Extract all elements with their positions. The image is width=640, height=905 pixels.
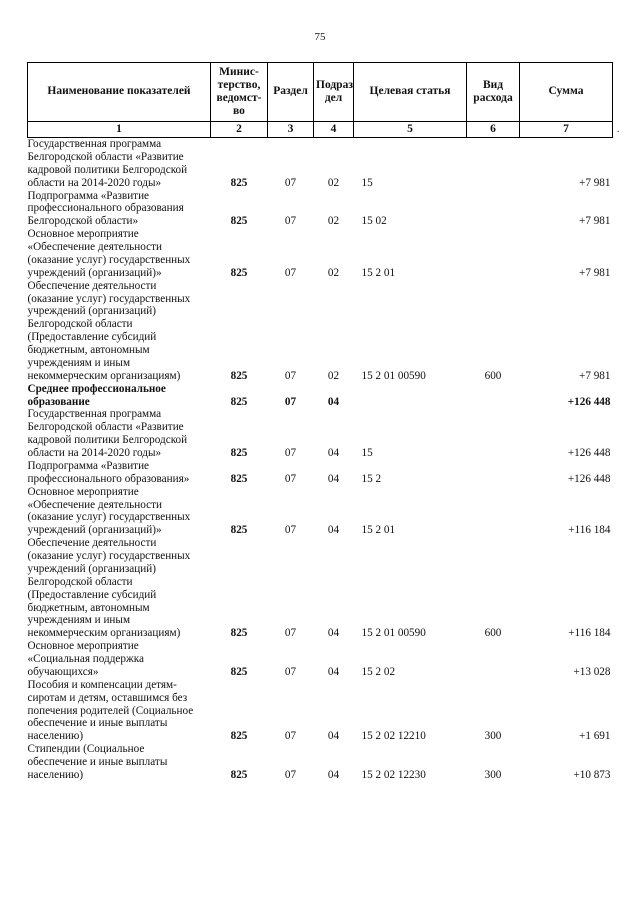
amount-cell: +126 448: [567, 472, 611, 485]
indicator-name-line: кадровой политики Белгородской: [27, 434, 188, 447]
header-target: Целевая статья: [354, 63, 467, 122]
subsection-cell: 04: [327, 665, 340, 678]
budget-table: [27, 62, 613, 782]
subsection-cell: 04: [327, 447, 340, 459]
subsection-cell: 04: [327, 768, 340, 781]
header-expense: Вид расхода: [467, 63, 520, 122]
column-number: 2: [211, 122, 268, 138]
indicator-name: [28, 408, 211, 460]
indicator-name: [28, 460, 211, 486]
indicator-name-line: учреждений (организаций): [27, 305, 156, 318]
table-row: [28, 743, 613, 782]
indicator-name-line: Стипендии (Социальное: [27, 743, 145, 756]
expense-cell: 600: [484, 627, 502, 640]
indicator-name: [28, 743, 211, 782]
indicator-name-line: Белгородской области «Развитие: [27, 421, 184, 434]
indicator-name-line: учреждений (организаций)»: [27, 524, 162, 537]
indicator-name-line: (оказание услуг) государственных: [27, 511, 191, 524]
ministry-cell: 825: [230, 665, 248, 678]
section-cell: 07: [284, 524, 297, 537]
subsection-cell: 04: [327, 395, 340, 408]
subsection-cell: 02: [327, 176, 340, 189]
indicator-name-line: бюджетным, автономным: [27, 601, 150, 614]
indicator-name: [28, 679, 211, 743]
section-cell: 07: [284, 369, 297, 382]
indicator-name-line: Пособия и компенсации детям-: [27, 678, 177, 691]
table-row: [28, 138, 613, 190]
amount-cell: +126 448: [567, 395, 611, 408]
expense-cell: [467, 486, 520, 538]
indicator-name-line: Белгородской области «Развитие: [27, 150, 184, 163]
indicator-name-line: профессионального образования»: [27, 472, 190, 485]
amount-cell: +7 981: [579, 369, 611, 382]
expense-cell: 300: [484, 768, 502, 781]
amount-cell: +13 028: [573, 665, 611, 678]
target-cell: 15 2 02: [361, 665, 396, 678]
column-number: 3: [268, 122, 314, 138]
indicator-name: [28, 486, 211, 538]
indicator-name-line: некоммерческим организациям): [27, 369, 181, 382]
section-cell: 07: [284, 627, 297, 640]
ministry-cell: 825: [230, 266, 248, 279]
ministry-cell: 825: [230, 176, 248, 189]
indicator-name-line: «Социальная поддержка: [27, 653, 144, 665]
section-cell: 07: [284, 730, 297, 743]
indicator-name-line: (Предоставление субсидий: [27, 331, 157, 344]
indicator-name-line: обучающихся»: [27, 665, 99, 678]
indicator-name-line: Белгородской области»: [27, 215, 139, 228]
ministry-cell: 825: [230, 369, 248, 382]
indicator-name-line: Государственная программа: [27, 138, 162, 150]
table-row: [28, 228, 613, 280]
header-name: Наименование показателей: [28, 63, 211, 122]
target-cell: 15: [361, 447, 373, 459]
column-number: 6: [467, 122, 520, 138]
ministry-cell: 825: [230, 627, 248, 640]
amount-cell: +7 981: [579, 215, 611, 228]
target-cell: 15 2 01: [361, 266, 396, 279]
section-cell: 07: [284, 768, 297, 781]
amount-cell: +10 873: [573, 768, 611, 781]
column-number: 4: [314, 122, 354, 138]
indicator-name-line: Основное мероприятие: [27, 228, 139, 241]
indicator-name-line: Белгородской области: [27, 318, 133, 331]
indicator-name-line: бюджетным, автономным: [27, 344, 150, 356]
amount-cell: +7 981: [579, 266, 611, 279]
ministry-cell: 825: [230, 215, 248, 228]
indicator-name-line: Государственная программа: [27, 408, 162, 421]
table-row: [28, 280, 613, 383]
column-number-row: [28, 122, 613, 138]
table-row: [28, 537, 613, 640]
expense-cell: 300: [484, 730, 502, 743]
ministry-cell: 825: [230, 447, 248, 459]
indicator-name-line: Обеспечение деятельности: [27, 279, 157, 292]
table-row: [28, 679, 613, 743]
indicator-name-line: Основное мероприятие: [27, 485, 139, 498]
table-row: [28, 190, 613, 229]
ministry-cell: 825: [230, 768, 248, 781]
section-cell: 07: [284, 447, 297, 459]
subsection-cell: 02: [327, 215, 340, 228]
column-number: 5: [354, 122, 467, 138]
indicator-name-line: некоммерческим организациям): [27, 627, 181, 640]
margin-mark: .: [617, 124, 620, 134]
column-number: 7: [520, 122, 613, 138]
target-cell: [354, 383, 467, 409]
ministry-cell: 825: [230, 395, 248, 408]
expense-cell: 600: [484, 369, 502, 382]
indicator-name-line: (оказание услуг) государственных: [27, 253, 191, 266]
header-section: Раздел: [268, 63, 314, 122]
indicator-name-line: области на 2014-2020 годы»: [27, 447, 162, 459]
expense-cell: [467, 138, 520, 190]
amount-cell: +116 184: [568, 524, 611, 537]
indicator-name: [28, 280, 211, 383]
subsection-cell: 04: [327, 472, 340, 485]
target-cell: 15 2 01 00590: [361, 627, 426, 640]
indicator-name-line: учреждениям и иным: [27, 614, 131, 627]
indicator-name: [28, 383, 211, 409]
expense-cell: [467, 190, 520, 229]
expense-cell: [467, 383, 520, 409]
indicator-name-line: населению): [27, 730, 84, 743]
indicator-name-line: Среднее профессиональное: [27, 382, 166, 395]
indicator-name: [28, 228, 211, 280]
indicator-name-line: населению): [27, 768, 84, 781]
ministry-cell: 825: [230, 730, 248, 743]
target-cell: 15 2 01: [361, 524, 396, 537]
section-cell: 07: [284, 266, 297, 279]
indicator-name-line: Подпрограмма «Развитие: [27, 189, 150, 202]
table-row: [28, 383, 613, 409]
table-row: [28, 486, 613, 538]
column-number: 1: [28, 122, 211, 138]
ministry-cell: 825: [230, 472, 248, 485]
indicator-name-line: Белгородской области: [27, 575, 133, 588]
expense-cell: [467, 640, 520, 679]
indicator-name-line: Подпрограмма «Развитие: [27, 459, 150, 472]
header-subsection: Подраз дел: [314, 63, 354, 122]
table-row: [28, 408, 613, 460]
subsection-cell: 02: [327, 266, 340, 279]
amount-cell: +7 981: [579, 176, 611, 189]
ministry-cell: 825: [230, 524, 248, 537]
indicator-name-line: (оказание услуг) государственных: [27, 550, 191, 562]
indicator-name: [28, 138, 211, 190]
indicator-name-line: учреждениям и иным: [27, 356, 131, 369]
page-number: 75: [314, 31, 326, 43]
indicator-name-line: учреждений (организаций)»: [27, 266, 162, 279]
table-row: [28, 460, 613, 486]
indicator-name-line: сиротам и детям, оставшимся без: [27, 691, 188, 704]
indicator-name: [28, 537, 211, 640]
header-ministry: Минис-терство, ведомст-во: [211, 63, 268, 122]
subsection-cell: 04: [327, 627, 340, 640]
target-cell: 15 2: [361, 472, 382, 485]
amount-cell: +1 691: [579, 730, 611, 743]
indicator-name: [28, 640, 211, 679]
target-cell: 15 2 01 00590: [361, 369, 426, 382]
indicator-name-line: обеспечение и иные выплаты: [27, 756, 168, 768]
section-cell: 07: [284, 665, 297, 678]
target-cell: 15: [361, 176, 373, 189]
indicator-name: [28, 190, 211, 229]
subsection-cell: 02: [327, 369, 340, 382]
table-body: [28, 138, 613, 782]
indicator-name-line: учреждений (организаций): [27, 562, 156, 575]
expense-cell: [467, 460, 520, 486]
section-cell: 07: [284, 176, 297, 189]
indicator-name-line: кадровой политики Белгородской: [27, 163, 188, 176]
indicator-name-line: (Предоставление субсидий: [27, 588, 157, 601]
target-cell: 15 02: [361, 215, 387, 228]
header-row: [28, 63, 613, 122]
target-cell: 15 2 02 12210: [361, 730, 426, 743]
target-cell: 15 2 02 12230: [361, 768, 426, 781]
indicator-name-line: «Обеспечение деятельности: [27, 241, 162, 253]
indicator-name-line: «Обеспечение деятельности: [27, 498, 162, 511]
expense-cell: [467, 228, 520, 280]
table-row: [28, 640, 613, 679]
expense-cell: [467, 408, 520, 460]
amount-cell: +116 184: [568, 627, 611, 640]
indicator-name-line: Основное мероприятие: [27, 640, 139, 653]
header-amount: Сумма: [520, 63, 613, 122]
section-cell: 07: [284, 215, 297, 228]
indicator-name-line: попечения родителей (Социальное: [27, 704, 194, 717]
indicator-name-line: (оказание услуг) государственных: [27, 292, 191, 305]
indicator-name-line: обеспечение и иные выплаты: [27, 717, 168, 730]
indicator-name-line: Обеспечение деятельности: [27, 537, 157, 550]
indicator-name-line: профессионального образования: [27, 202, 184, 215]
subsection-cell: 04: [327, 524, 340, 537]
subsection-cell: 04: [327, 730, 340, 743]
amount-cell: +126 448: [567, 447, 611, 459]
section-cell: 07: [284, 472, 297, 485]
indicator-name-line: образование: [27, 395, 90, 408]
section-cell: 07: [284, 395, 297, 408]
indicator-name-line: области на 2014-2020 годы»: [27, 176, 162, 189]
